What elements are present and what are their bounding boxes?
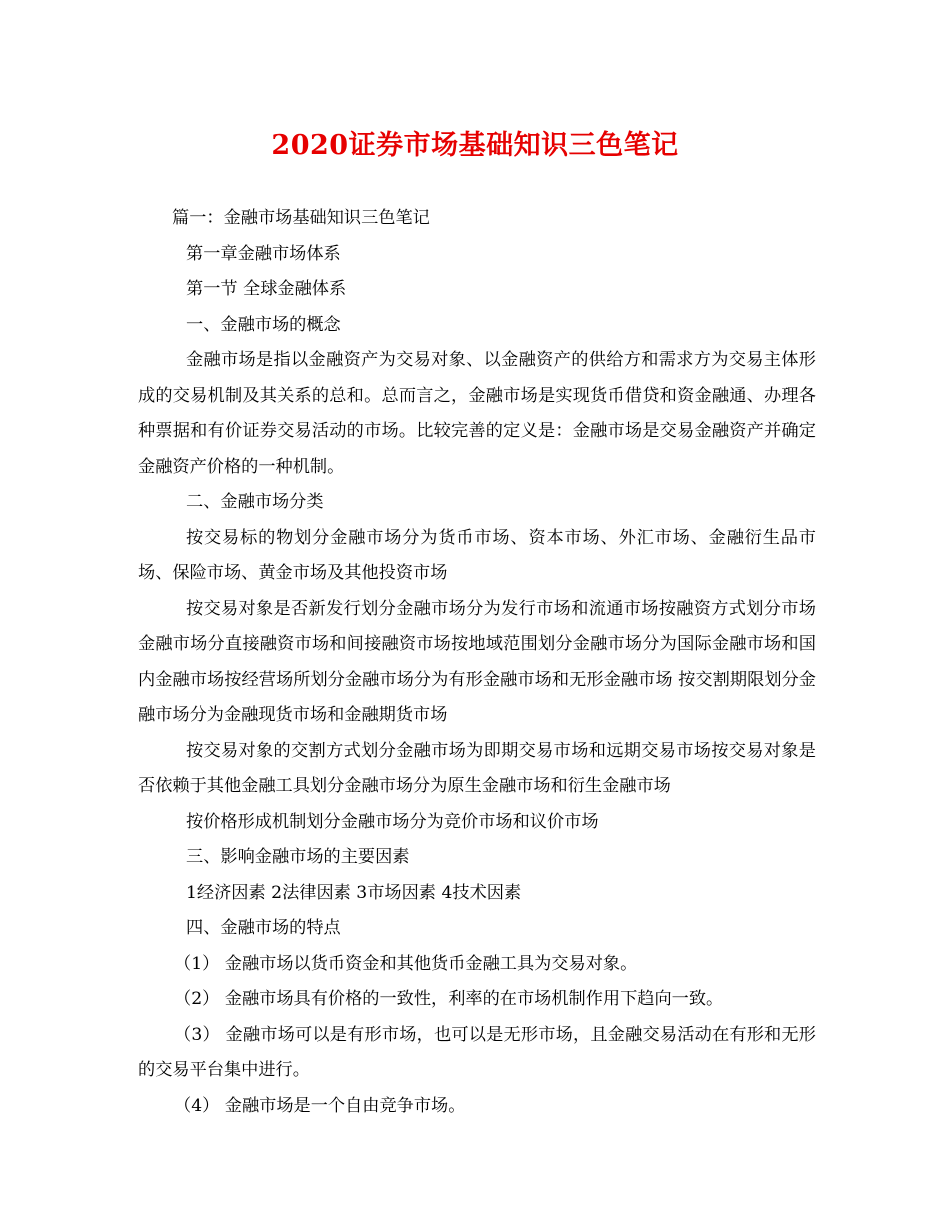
document-body bbox=[138, 201, 816, 1124]
chapter-heading: 第一章金融市场体系 bbox=[186, 243, 341, 264]
section-heading: 第一节 全球金融体系 bbox=[186, 279, 347, 299]
numbered-item: （4） 金融市场是一个自由竞争市场。 bbox=[174, 1095, 466, 1116]
numbered-item: （1） 金融市场以货币资金和其他货币金融工具为交易对象。 bbox=[174, 953, 638, 974]
numbered-item: （3） 金融市场可以是有形市场，也可以是无形市场，且金融交易活动在有形和无形的交易平台集中进行。 bbox=[138, 1024, 816, 1080]
body-paragraph: 按交易对象是否新发行划分金融市场分为发行市场和流通市场按融资方式划分市场金融市场分直接融资市场和间接融资市场按地域范围划分金融市场分为国际金融市场和国内金融市场按经营场所划分金融市场分为有形金融市场和无形金融市场 按交割期限划分金融市场分为金融现货市场和金融期货市场 bbox=[138, 598, 816, 725]
body-paragraph: 按价格形成机制划分金融市场分为竞价市场和议价市场 bbox=[186, 811, 599, 832]
body-paragraph: 金融市场是指以金融资产为交易对象、以金融资产的供给方和需求方为交易主体形成的交易机制及其关系的总和。总而言之，金融市场是实现货币借贷和资金融通、办理各种票据和有价证券交易活动的市场。比较完善的定义是：金融市场是交易金融资产并确定金融资产价格的一种机制。 bbox=[138, 350, 816, 477]
numbered-item: （2） 金融市场具有价格的一致性，利率的在市场机制作用下趋向一致。 bbox=[174, 989, 724, 1009]
body-paragraph: 按交易对象的交割方式划分金融市场为即期交易市场和远期交易市场按交易对象是否依赖于其他金融工具划分金融市场分为原生金融市场和衍生金融市场 bbox=[138, 740, 816, 796]
subsection-heading: 四、金融市场的特点 bbox=[186, 918, 341, 938]
subsection-heading: 一、金融市场的概念 bbox=[186, 314, 341, 335]
subsection-heading: 二、金融市场分类 bbox=[186, 492, 324, 512]
subsection-heading: 三、影响金融市场的主要因素 bbox=[186, 847, 410, 867]
body-paragraph: 按交易标的物划分金融市场分为货币市场、资本市场、外汇市场、金融衍生品市场、保险市场、黄金市场及其他投资市场 bbox=[138, 527, 816, 583]
article-heading: 篇一：金融市场基础知识三色笔记 bbox=[172, 208, 430, 228]
document-title: 2020证券市场基础知识三色笔记 bbox=[271, 130, 679, 161]
factor-list: 1经济因素 2法律因素 3市场因素 4技术因素 bbox=[186, 882, 522, 903]
